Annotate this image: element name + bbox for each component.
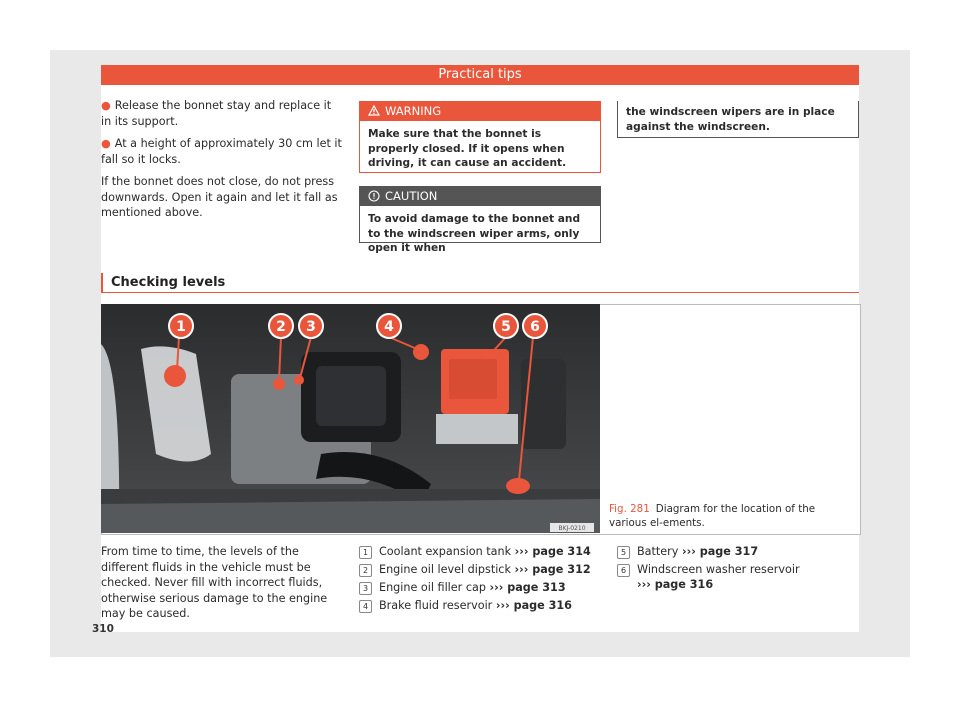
item-number: 2: [359, 564, 372, 577]
callout-label-2: 2: [276, 319, 286, 335]
page-reference-link[interactable]: ››› page 316: [495, 599, 572, 612]
item-text: Engine oil level dipstick: [379, 563, 511, 576]
paragraph: If the bonnet does not close, do not press downwards. Open it again and let it fall as mentioned above.: [101, 175, 338, 219]
callout-label-5: 5: [501, 319, 511, 335]
caution-text: To avoid damage to the bonnet and to the windscreen wiper arms, only open it when: [368, 213, 581, 254]
section-heading: Checking levels: [101, 273, 859, 293]
item-number: 4: [359, 600, 372, 613]
item-text: Battery: [637, 545, 679, 558]
bullet-item: ● At a height of approximately 30 cm let it fall so it locks.: [101, 137, 342, 166]
page-reference-link[interactable]: ››› page 314: [514, 545, 591, 558]
left-column: [101, 98, 343, 228]
warning-header: [360, 102, 600, 121]
list-item: [617, 562, 857, 592]
page-number: 310: [92, 623, 114, 635]
list-item: [359, 580, 599, 595]
item-text: Engine oil filler cap: [379, 581, 486, 594]
item-text: Brake fluid reservoir: [379, 599, 493, 612]
figure-caption: [609, 503, 854, 530]
item-number: 6: [617, 564, 630, 577]
list-item: [617, 544, 857, 559]
bullet-icon: ●: [101, 137, 111, 150]
list-item: [359, 598, 599, 613]
list-item: [359, 544, 599, 559]
caution-title: CAUTION: [385, 189, 438, 203]
caution-box: [359, 186, 601, 254]
bullet-icon: ●: [101, 99, 111, 112]
item-number: 1: [359, 546, 372, 559]
intro-paragraph: From time to time, the levels of the different fluids in the vehicle must be checked. Never fill with incorrect fluids, otherwise serious damage to the engine may be caused.: [101, 545, 328, 620]
item-list-left: [359, 544, 599, 616]
callout-label-1: 1: [176, 319, 186, 335]
caution-header: [360, 187, 600, 206]
list-item: [359, 562, 599, 577]
warning-triangle-icon: [368, 105, 380, 116]
item-number: 5: [617, 546, 630, 559]
page-reference-link[interactable]: ››› page 316: [637, 578, 714, 591]
item-text: Windscreen washer reservoir: [637, 563, 800, 576]
item-list-right: [617, 544, 857, 595]
figure-label: Fig. 281: [609, 503, 650, 515]
figure-code: BKJ-0210: [558, 525, 586, 532]
callout-label-4: 4: [384, 319, 394, 335]
warning-text: Make sure that the bonnet is properly closed. If it opens when driving, it can cause an accident.: [368, 128, 567, 169]
callout-label-6: 6: [530, 319, 540, 335]
caution-continuation-text: the windscreen wipers are in place against the windscreen.: [626, 106, 835, 133]
engine-bay-photo: [101, 304, 600, 533]
page-header: Practical tips: [101, 65, 859, 85]
info-circle-icon: [368, 190, 380, 202]
item-text: Coolant expansion tank: [379, 545, 512, 558]
page-reference-link[interactable]: ››› page 317: [681, 545, 759, 558]
item-number: 3: [359, 582, 372, 595]
page-reference-link[interactable]: ››› page 312: [514, 563, 591, 576]
bullet-item: ● Release the bonnet stay and replace it in its support.: [101, 99, 332, 128]
caution-continuation-box: [617, 101, 859, 138]
figure-caption-text: Diagram for the location of the various el-ements.: [609, 503, 816, 529]
page-reference-link[interactable]: ››› page 313: [489, 581, 566, 594]
callout-label-3: 3: [306, 319, 316, 335]
warning-box: [359, 101, 601, 173]
warning-title: WARNING: [385, 104, 442, 118]
